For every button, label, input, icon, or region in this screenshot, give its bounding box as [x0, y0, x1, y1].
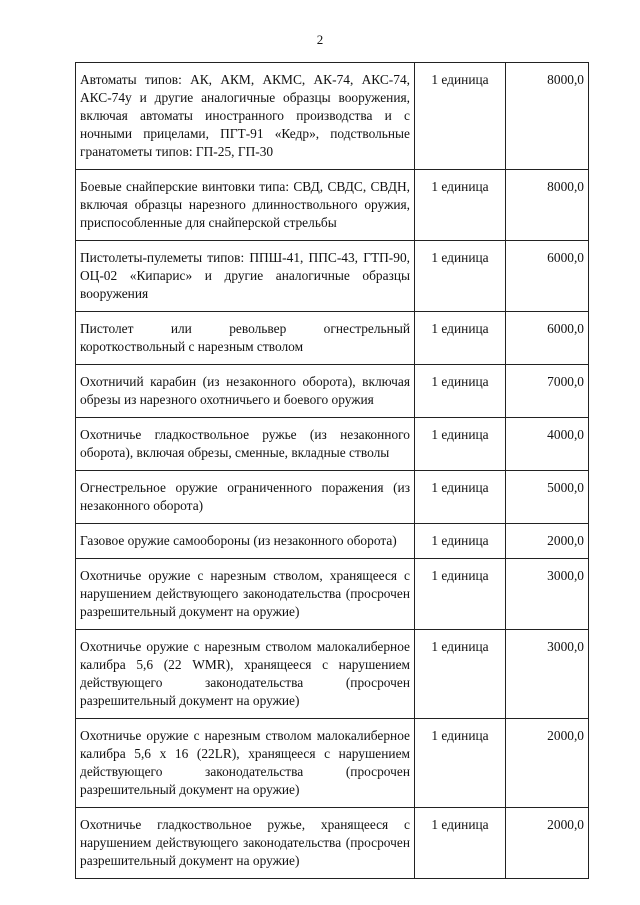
table-row — [76, 524, 589, 559]
unit-cell: 1 единица — [415, 241, 506, 312]
weapon-description: Пистолеты-пулеметы типов: ППШ-41, ППС-43, ГТП-90, ОЦ-02 «Кипарис» и другие аналогичные образцы вооружения — [76, 241, 415, 312]
amount-cell: 6000,0 — [506, 241, 589, 312]
amount-cell: 8000,0 — [506, 63, 589, 170]
table-row — [76, 170, 589, 241]
table-row — [76, 559, 589, 630]
amount-cell: 3000,0 — [506, 630, 589, 719]
unit-cell: 1 единица — [415, 365, 506, 418]
weapon-description: Пистолет или револьвер огнестрельный короткоствольный с нарезным стволом — [76, 312, 415, 365]
unit-cell: 1 единица — [415, 559, 506, 630]
amount-cell: 4000,0 — [506, 418, 589, 471]
table-row — [76, 312, 589, 365]
unit-cell: 1 единица — [415, 170, 506, 241]
weapon-description: Охотничий карабин (из незаконного оборота), включая обрезы из нарезного охотничьего и боевого оружия — [76, 365, 415, 418]
weapon-description: Газовое оружие самообороны (из незаконного оборота) — [76, 524, 415, 559]
amount-cell: 5000,0 — [506, 471, 589, 524]
table-row — [76, 63, 589, 170]
unit-cell: 1 единица — [415, 418, 506, 471]
unit-cell: 1 единица — [415, 471, 506, 524]
weapon-description: Огнестрельное оружие ограниченного поражения (из незаконного оборота) — [76, 471, 415, 524]
page-number: 2 — [316, 32, 324, 47]
unit-cell: 1 единица — [415, 312, 506, 365]
table-row — [76, 808, 589, 879]
unit-cell: 1 единица — [415, 63, 506, 170]
table-row — [76, 241, 589, 312]
unit-cell: 1 единица — [415, 524, 506, 559]
table-row — [76, 471, 589, 524]
table-row — [76, 719, 589, 808]
amount-cell: 8000,0 — [506, 170, 589, 241]
amount-cell: 2000,0 — [506, 719, 589, 808]
unit-cell: 1 единица — [415, 630, 506, 719]
amount-cell: 6000,0 — [506, 312, 589, 365]
weapon-description: Автоматы типов: АК, АКМ, АКМС, АК-74, АКС-74, АКС-74у и другие аналогичные образцы вооружения, включая автоматы иностранного производства и с ночными прицелами, ПГТ-91 «Кедр», подствольные гранатометы типов: ГП-25, ГП-30 — [76, 63, 415, 170]
weapon-description: Боевые снайперские винтовки типа: СВД, СВДС, СВДН, включая образцы нарезного длинноствольного оружия, приспособленные для снайперской стрельбы — [76, 170, 415, 241]
table-row — [76, 418, 589, 471]
weapons-reward-table — [75, 62, 589, 879]
weapon-description: Охотничье оружие с нарезным стволом малокалиберное калибра 5,6 (22 WMR), хранящееся с нарушением действующего законодательства (просрочен разрешительный документ на оружие) — [76, 630, 415, 719]
amount-cell: 3000,0 — [506, 559, 589, 630]
table-row — [76, 630, 589, 719]
table-body — [76, 63, 589, 879]
weapon-description: Охотничье гладкоствольное ружье, хранящееся с нарушением действующего законодательства (просрочен разрешительный документ на оружие) — [76, 808, 415, 879]
amount-cell: 7000,0 — [506, 365, 589, 418]
amount-cell: 2000,0 — [506, 524, 589, 559]
weapon-description: Охотничье оружие с нарезным стволом, хранящееся с нарушением действующего законодательства (просрочен разрешительный документ на оружие) — [76, 559, 415, 630]
unit-cell: 1 единица — [415, 719, 506, 808]
weapon-description: Охотничье оружие с нарезным стволом малокалиберное калибра 5,6 х 16 (22LR), хранящееся с нарушением действующего законодательства (просрочен разрешительный документ на оружие) — [76, 719, 415, 808]
unit-cell: 1 единица — [415, 808, 506, 879]
table-row — [76, 365, 589, 418]
weapon-description: Охотничье гладкоствольное ружье (из незаконного оборота), включая обрезы, сменные, вкладные стволы — [76, 418, 415, 471]
amount-cell: 2000,0 — [506, 808, 589, 879]
